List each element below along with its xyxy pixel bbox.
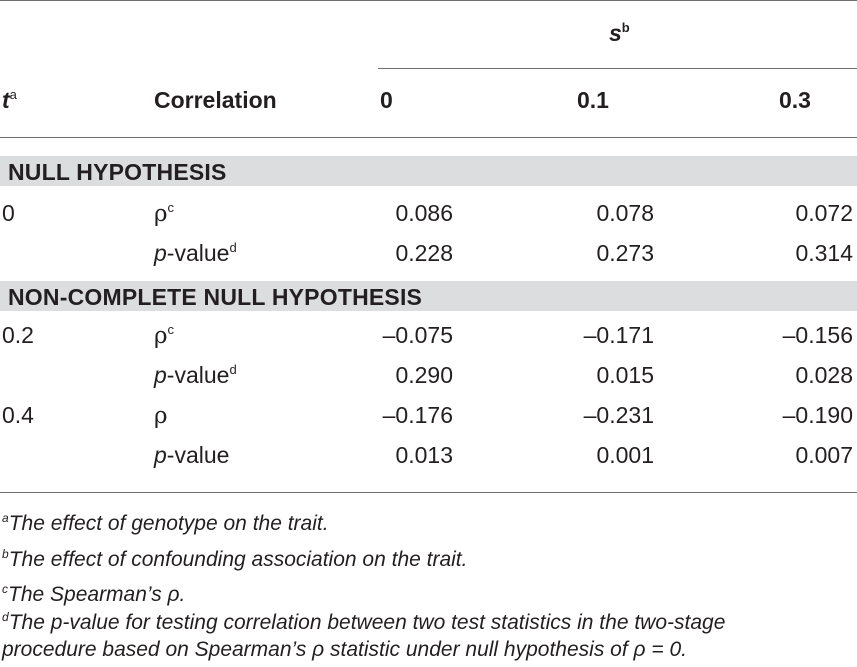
- bottom-rule: [0, 492, 857, 493]
- value-cell: –0.075: [382, 322, 453, 348]
- correlation-label: p-value$^d$: [154, 240, 237, 266]
- correlation-label: $\rho^c$: [154, 322, 175, 349]
- section-title-non-complete: NON-COMPLETE NULL HYPOTHESIS: [8, 284, 423, 310]
- value-cell: –0.231: [583, 402, 654, 428]
- t-value: 0.4: [2, 402, 34, 428]
- value-cell: 0.028: [795, 362, 853, 388]
- value-cell: –0.156: [782, 322, 853, 348]
- t-column-header: $t^a$: [2, 87, 17, 113]
- value-cell: –0.171: [583, 322, 654, 348]
- value-cell: 0.290: [395, 362, 453, 388]
- s-value-header-1: 0.1: [577, 87, 609, 113]
- value-cell: 0.007: [795, 442, 853, 468]
- correlation-label: p-value$^d$: [154, 362, 237, 388]
- spanner-rule: [378, 68, 857, 69]
- value-cell: 0.001: [596, 442, 654, 468]
- s-value-header-2: 0.3: [779, 87, 811, 113]
- correlation-label: $\rho^c$: [154, 200, 175, 227]
- value-cell: 0.273: [596, 240, 654, 266]
- section-title-null: NULL HYPOTHESIS: [8, 159, 227, 185]
- s-value-header-0: 0: [380, 87, 393, 113]
- footnote-d-continued: procedure based on Spearman’s ρ statistic under null hypothesis of ρ = 0.: [2, 638, 687, 661]
- value-cell: 0.086: [395, 200, 453, 226]
- value-cell: –0.176: [382, 402, 453, 428]
- t-value: 0.2: [2, 322, 34, 348]
- header-rule: [0, 137, 857, 138]
- value-cell: 0.228: [395, 240, 453, 266]
- footnote-d: $^d$The p-value for testing correlation between two test statistics in the two-stage: [2, 610, 726, 634]
- value-cell: 0.314: [795, 240, 853, 266]
- value-cell: 0.015: [596, 362, 654, 388]
- value-cell: 0.078: [596, 200, 654, 226]
- value-cell: 0.013: [395, 442, 453, 468]
- correlation-label: ρ: [154, 403, 168, 429]
- footnote-b: $^b$The effect of confounding association on the trait.: [2, 547, 468, 571]
- footnote-c: $^c$The Spearman’s ρ.: [2, 582, 186, 606]
- correlation-label: p-value: [154, 442, 230, 468]
- s-spanner-header: $s^b$: [609, 20, 630, 46]
- correlation-column-header: Correlation: [154, 87, 277, 113]
- value-cell: 0.072: [795, 200, 853, 226]
- top-rule: [0, 0, 857, 1]
- t-value: 0: [2, 200, 15, 226]
- value-cell: –0.190: [782, 402, 853, 428]
- footnote-a: $^a$The effect of genotype on the trait.: [2, 511, 329, 535]
